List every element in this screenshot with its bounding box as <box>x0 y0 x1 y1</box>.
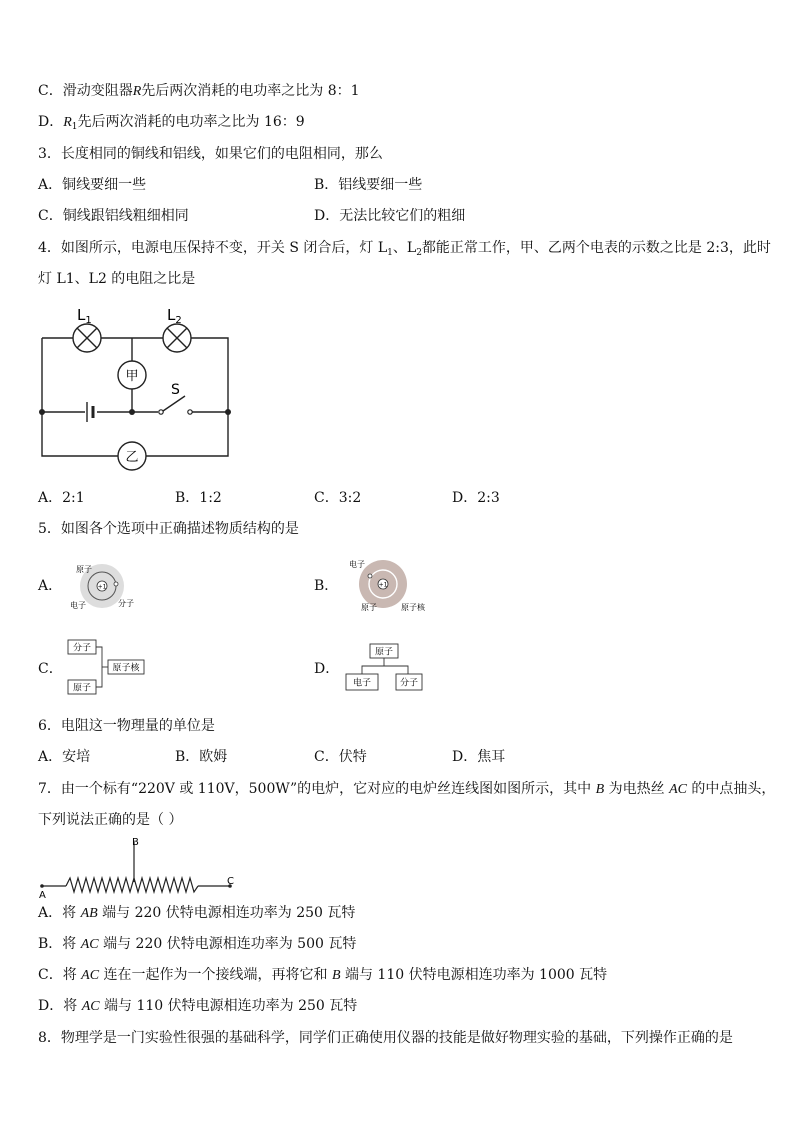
q6-option-b: B．欧姆 <box>175 749 228 765</box>
q5-stem: 5．如图各个选项中正确描述物质结构的是 <box>38 521 299 537</box>
q5-figure-b <box>343 558 443 614</box>
q6-stem: 6．电阻这一物理量的单位是 <box>38 718 215 734</box>
q6-option-d: D．焦耳 <box>452 749 506 765</box>
q5-option-c-label: C． <box>38 661 63 677</box>
svg-text:甲: 甲 <box>125 369 139 384</box>
q3-option-d: D．无法比较它们的粗细 <box>314 208 466 224</box>
label-l1: $L_1$ <box>77 306 92 326</box>
battery-icon <box>85 400 97 424</box>
q3-option-b: B．铝线要细一些 <box>314 177 423 193</box>
q7-option-d: D．将 AC 端与 110 伏特电源相连功率为 250 瓦特 <box>38 998 358 1014</box>
svg-text:原子: 原子 <box>72 683 92 694</box>
svg-text:原子: 原子 <box>361 603 377 612</box>
svg-text:分子: 分子 <box>72 643 92 654</box>
q4-option-d: D．2:3 <box>452 490 500 506</box>
q4-option-a: A．2:1 <box>38 490 85 506</box>
q6-option-a: A．安培 <box>38 749 91 765</box>
q5-figure-a <box>64 562 144 612</box>
q5-option-a-label: A． <box>38 578 63 594</box>
svg-text:电子: 电子 <box>349 560 365 569</box>
svg-text:电子: 电子 <box>352 678 372 689</box>
svg-text:+1: +1 <box>378 581 388 589</box>
q4-stem-line2: 灯 L1、L2 的电阻之比是 <box>38 271 196 287</box>
q5-option-b-label: B． <box>314 578 339 594</box>
q4-option-c: C．3:2 <box>314 490 362 506</box>
svg-text:分子: 分子 <box>118 599 134 608</box>
q2-option-c: C．滑动变阻器R先后两次消耗的电功率之比为 8：1 <box>38 83 360 99</box>
svg-text:A: A <box>39 890 46 900</box>
q5-figure-c <box>64 636 154 698</box>
q8-stem: 8．物理学是一门实验性很强的基础科学，同学们正确使用仪器的技能是做好物理实验的基础，下列操作正确的是 <box>38 1030 733 1046</box>
svg-text:电子: 电子 <box>70 601 86 610</box>
q7-option-b: B．将 AC 端与 220 伏特电源相连功率为 500 瓦特 <box>38 936 357 952</box>
q4-stem: 4．如图所示，电源电压保持不变，开关 S 闭合后，灯 $L_1$、$L_2$都能正常工作，甲、乙两个电表的示数之比是 2:3，此时 <box>38 240 771 258</box>
q7-option-c: C．将 AC 连在一起作为一个接线端，再将它和 B 端与 110 伏特电源相连功率为 1000 瓦特 <box>38 967 608 983</box>
q7-heater-wire-diagram <box>36 834 246 900</box>
q4-option-b: B．1:2 <box>175 490 222 506</box>
q2-option-d: D．$R_1$先后两次消耗的电功率之比为 16：9 <box>38 114 305 132</box>
lamp-l2-icon <box>163 324 191 352</box>
svg-text:原子: 原子 <box>76 565 92 574</box>
lamp-l1-icon <box>73 324 101 352</box>
svg-text:B: B <box>132 837 139 848</box>
q4-circuit-diagram <box>30 300 240 480</box>
meter-yi-icon <box>118 442 146 470</box>
q5-option-d-label: D． <box>314 661 340 677</box>
q6-option-c: C．伏特 <box>314 749 367 765</box>
q7-option-a: A．将 AB 端与 220 伏特电源相连功率为 250 瓦特 <box>38 905 356 921</box>
q7-stem: 7．由一个标有“220V 或 110V，500W”的电炉，它对应的电炉丝连线图如图所示，其中 B 为电热丝 AC 的中点抽头， <box>38 781 776 797</box>
meter-jia-icon <box>118 361 146 389</box>
label-l2: $L_2$ <box>167 306 182 326</box>
svg-text:分子: 分子 <box>399 678 419 689</box>
q7-stem-line2: 下列说法正确的是（ ） <box>38 812 183 828</box>
svg-text:+1: +1 <box>97 583 107 591</box>
q3-stem: 3．长度相同的铜线和铝线，如果它们的电阻相同，那么 <box>38 146 383 162</box>
svg-text:乙: 乙 <box>125 450 139 465</box>
q3-option-a: A．铜线要细一些 <box>38 177 147 193</box>
q3-option-c: C．铜线跟铝线粗细相同 <box>38 208 189 224</box>
label-s: S <box>171 382 180 398</box>
svg-text:C: C <box>227 876 234 887</box>
svg-text:原子: 原子 <box>374 647 394 658</box>
svg-text:原子核: 原子核 <box>401 603 425 612</box>
switch-s-icon <box>158 396 192 418</box>
svg-text:原子核: 原子核 <box>112 663 140 674</box>
q5-figure-d <box>340 640 430 696</box>
